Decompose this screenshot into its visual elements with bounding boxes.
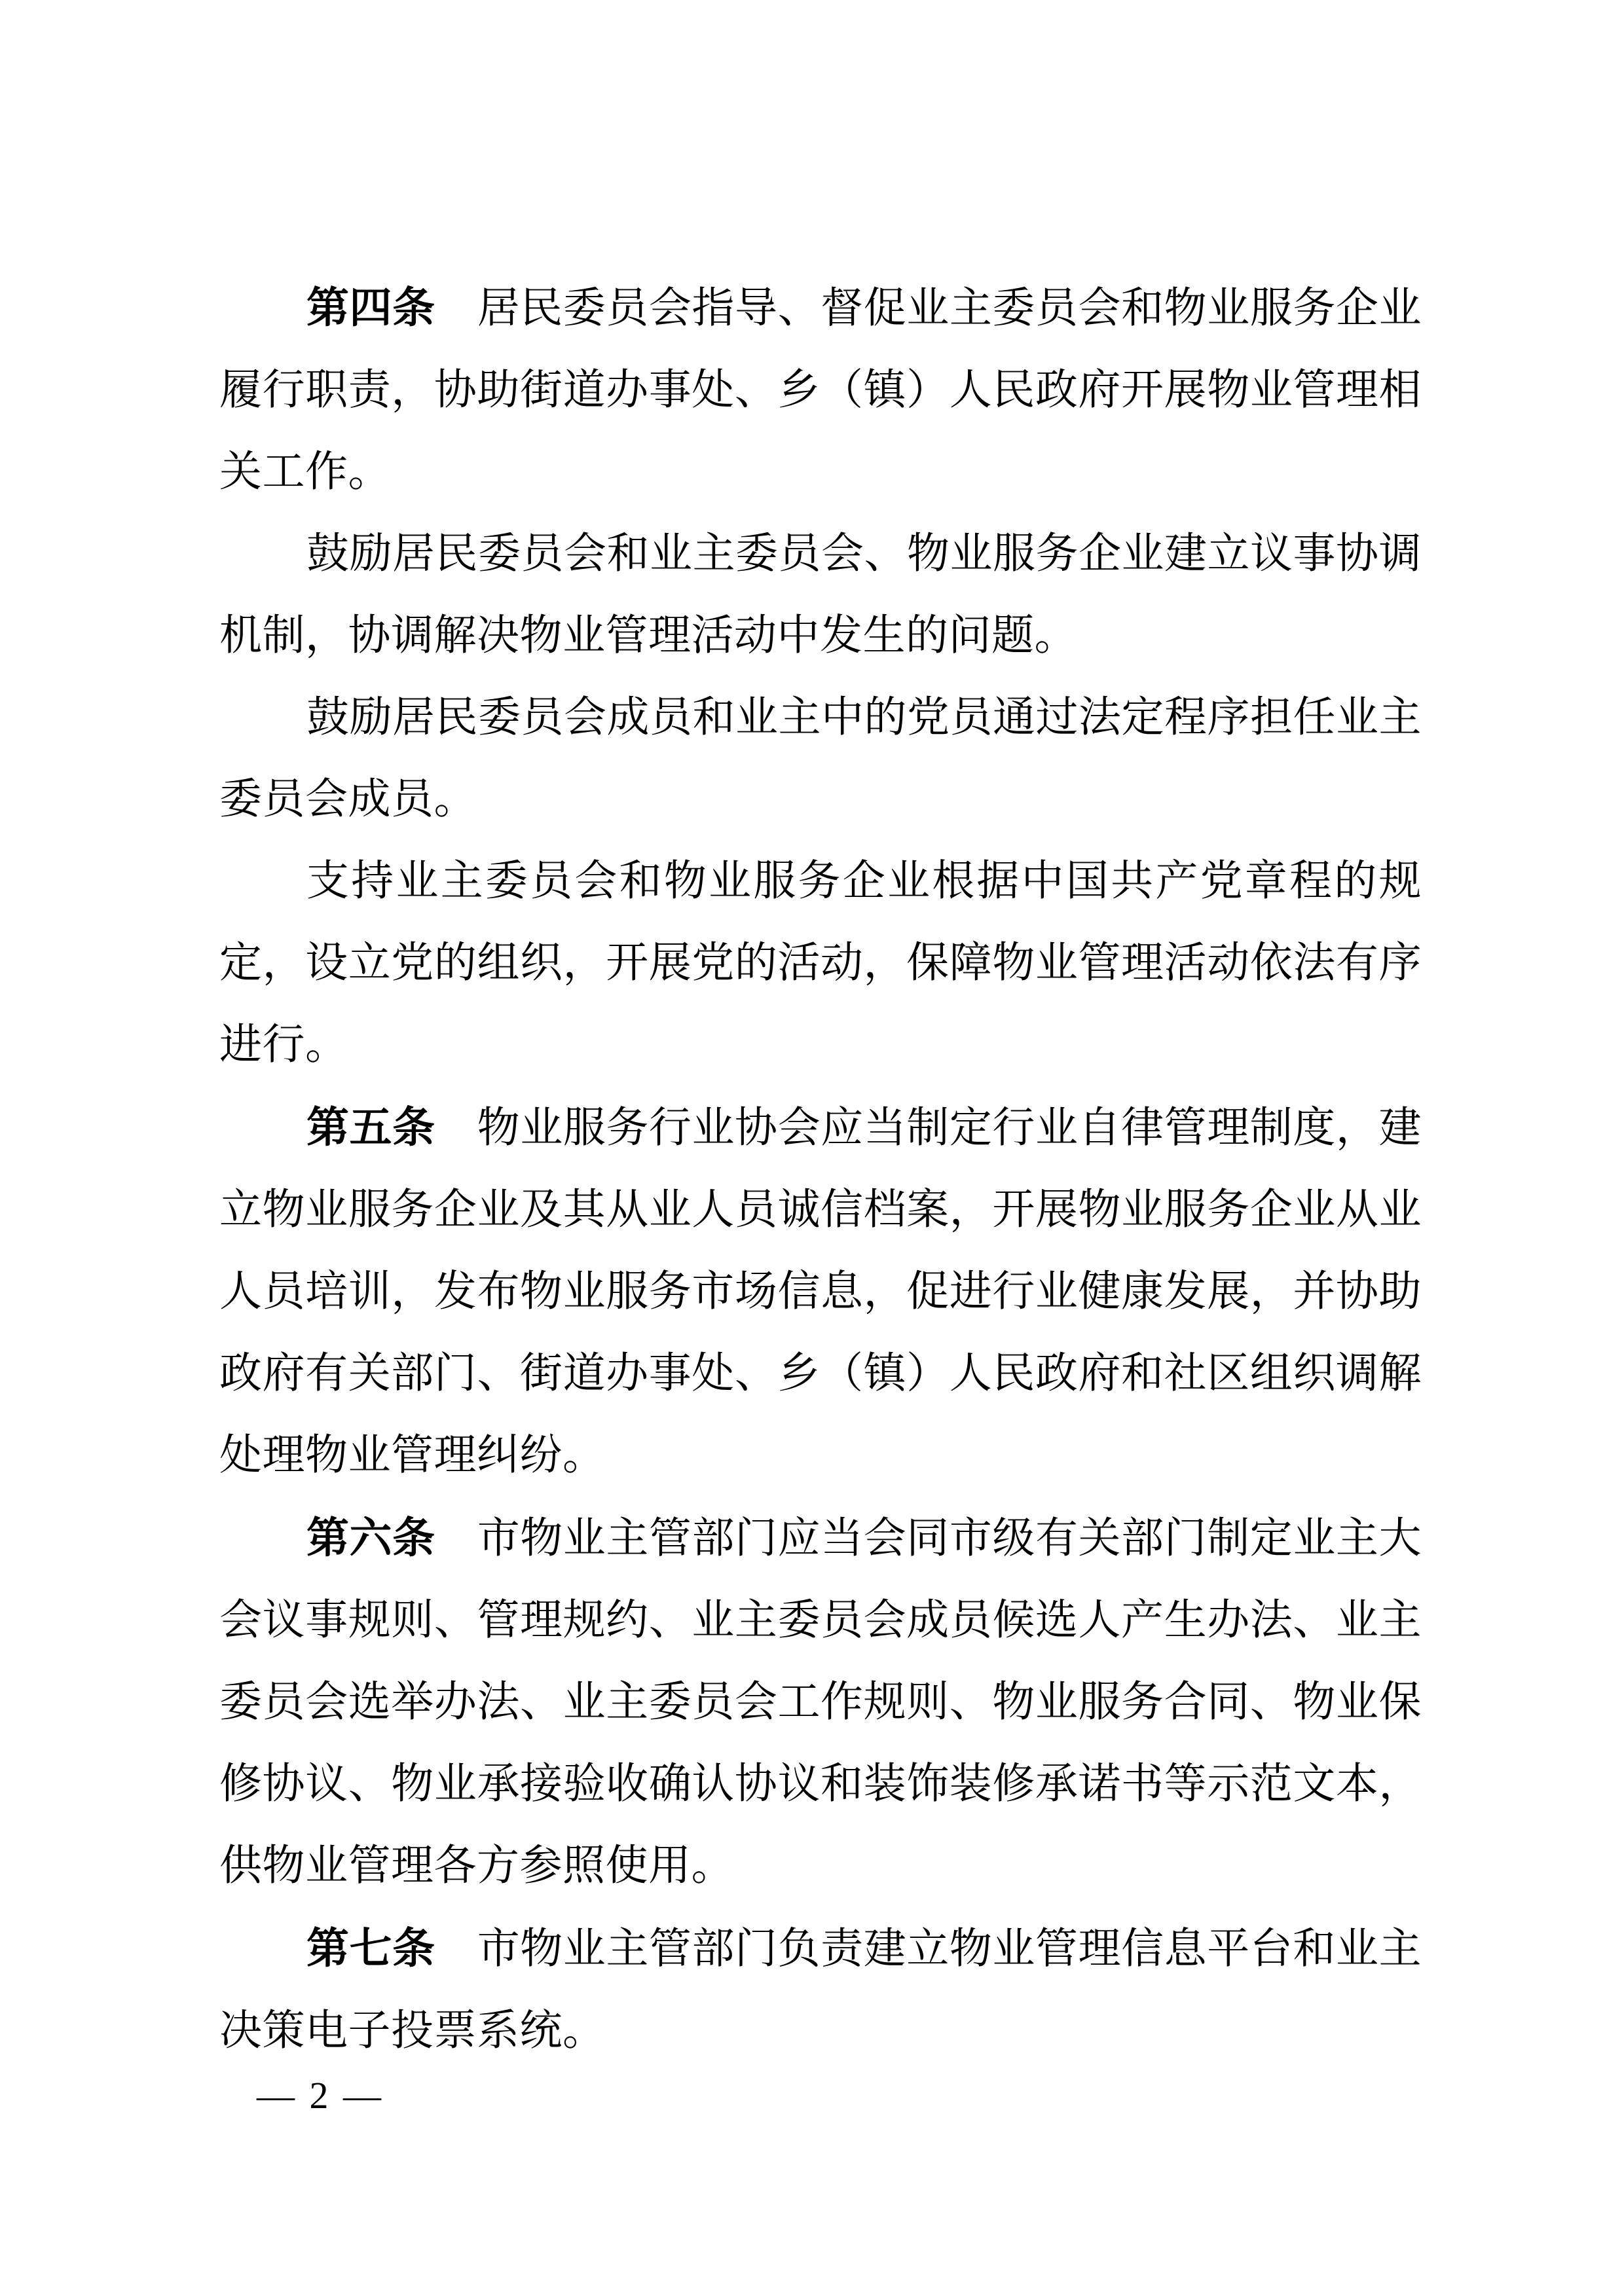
paragraph-text: 鼓励居民委员会和业主委员会、物业服务企业建立议事协调机制，协调解决物业管理活动中发生的问题。 — [219, 530, 1422, 659]
page-number: — 2 — — [257, 2074, 384, 2117]
paragraph-text: 市物业主管部门应当会同市级有关部门制定业主大会议事规则、管理规约、业主委员会成员候选人产生办法、业主委员会选举办法、业主委员会工作规则、物业服务合同、物业保修协议、物业承接验收确认协议和装饰装修承诺书等示范文本，供物业管理各方参照使用。 — [219, 1515, 1422, 1889]
article-number-label: 第七条 — [306, 1924, 435, 1972]
article-paragraph — [219, 513, 1422, 677]
article-paragraph — [219, 1497, 1422, 1907]
article-paragraph — [219, 677, 1422, 841]
article-number-label: 第六条 — [306, 1514, 435, 1561]
paragraph-text: 居民委员会指导、督促业主委员会和物业服务企业履行职责，协助街道办事处、乡（镇）人民政府开展物业管理相关工作。 — [219, 285, 1422, 496]
article-number-label: 第五条 — [306, 1103, 435, 1151]
paragraph-text: 鼓励居民委员会成员和业主中的党员通过法定程序担任业主委员会成员。 — [219, 694, 1422, 823]
paragraph-text: 市物业主管部门负责建立物业管理信息平台和业主决策电子投票系统。 — [219, 1925, 1422, 2054]
paragraph-text: 物业服务行业协会应当制定行业自律管理制度，建立物业服务企业及其从业人员诚信档案，开展物业服务企业从业人员培训，发布物业服务市场信息，促进行业健康发展，并协助政府有关部门、街道办事处、乡（镇）人民政府和社区组织调解处理物业管理纠纷。 — [219, 1104, 1422, 1479]
article-paragraph — [219, 1086, 1422, 1497]
article-number-label: 第四条 — [306, 283, 435, 331]
article-paragraph — [219, 266, 1422, 513]
paragraph-text: 支持业主委员会和物业服务企业根据中国共产党章程的规定，设立党的组织，开展党的活动，保障物业管理活动依法有序进行。 — [219, 858, 1422, 1068]
document-body — [219, 266, 1422, 2072]
article-paragraph — [219, 1907, 1422, 2072]
article-paragraph — [219, 841, 1422, 1086]
